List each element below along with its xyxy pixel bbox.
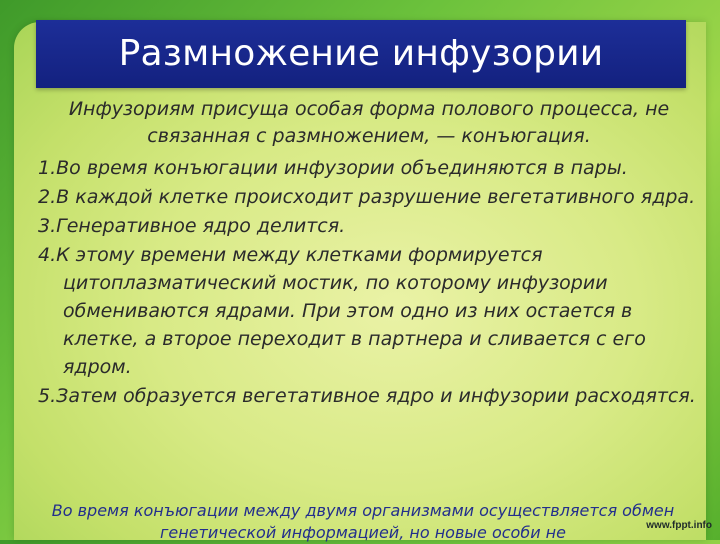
list-item [38, 183, 700, 211]
footer-note: Во время конъюгации между двумя организмами осуществляется обмен генетической информацией, но новые особи не [51, 501, 675, 542]
steps-list [38, 154, 700, 410]
item-number: 3. [38, 215, 57, 237]
item-text: Во время конъюгации инфузории объединяются в пары. [56, 157, 628, 179]
slide-content [38, 96, 700, 411]
item-number: 1. [38, 157, 57, 179]
list-item [38, 241, 700, 381]
item-text: Генеративное ядро делится. [56, 215, 346, 237]
slide-title: Размножение инфузории [118, 33, 604, 74]
intro-paragraph: Инфузориям присуща особая форма полового процесса, не связанная с размножением, — конъюгация. [68, 98, 670, 147]
item-text: В каждой клетке происходит разрушение вегетативного ядра. [56, 186, 696, 208]
item-number: 4. [38, 244, 57, 266]
list-item [38, 154, 700, 182]
title-bar [36, 20, 686, 88]
watermark: www.fppt.info [646, 520, 712, 531]
item-number: 5. [38, 385, 57, 407]
list-item [38, 212, 700, 240]
item-text: К этому времени между клетками формируется цитоплазматический мостик, по которому инфузории обмениваются ядрами. При этом одно из них остается в клетке, а второе переходит в партнера и сливается с его ядром. [56, 244, 646, 378]
item-number: 2. [38, 186, 57, 208]
list-item [38, 382, 700, 410]
item-text: Затем образуется вегетативное ядро и инфузории расходятся. [56, 385, 696, 407]
